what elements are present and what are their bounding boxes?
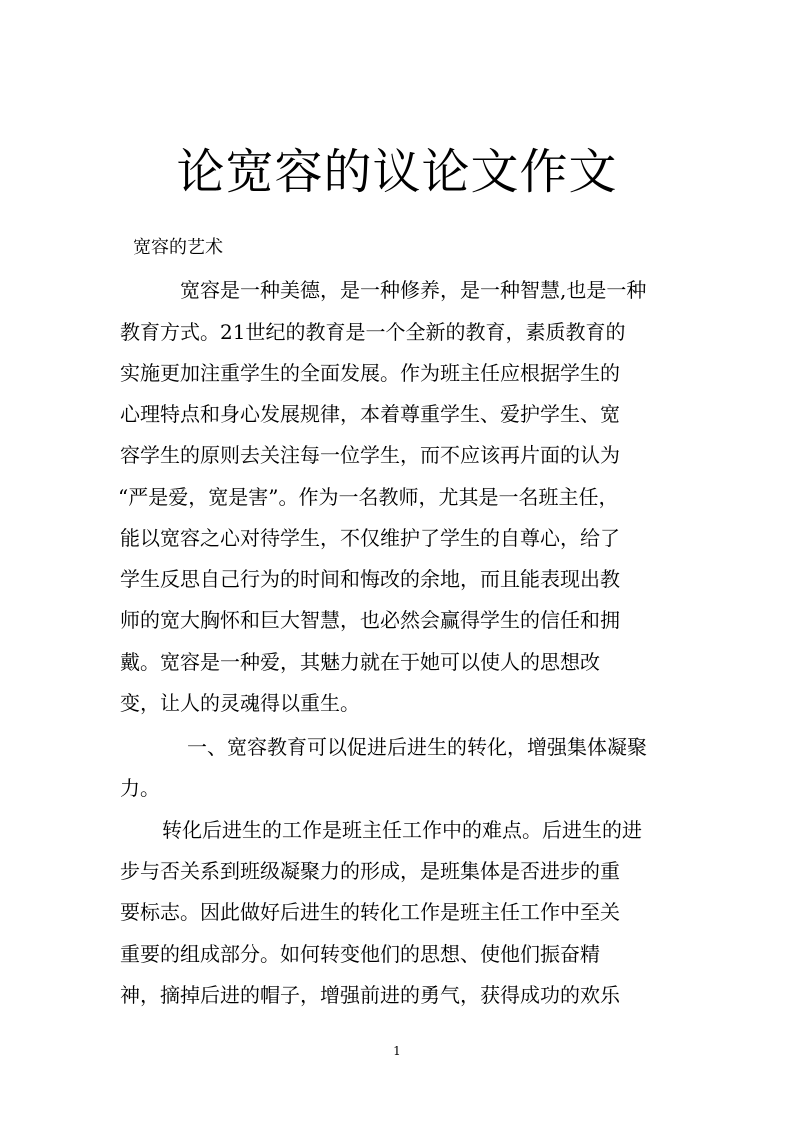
paragraph-line: “严是爱，宽是害”。作为一名教师，尤其是一名班主任， [118,485,619,509]
paragraph-line: 重要的组成部分。如何转变他们的思想、使他们振奋精 [120,942,600,966]
paragraph-line: 实施更加注重学生的全面发展。作为班主任应根据学生的 [120,361,620,385]
section-heading-line: 一、宽容教育可以促进后进生的转化，增强集体凝聚 [187,735,647,759]
paragraph-line: 变，让人的灵魂得以重生。 [120,691,360,715]
section-heading-line: 力。 [120,776,160,800]
paragraph-line: 要标志。因此做好后进生的转化工作是班主任工作中至关 [120,900,620,924]
document-subtitle: 宽容的艺术 [133,237,223,258]
page-number: 1 [393,1044,401,1058]
paragraph-line: 转化后进生的工作是班主任工作中的难点。后进生的进 [162,818,642,842]
paragraph-line: 学生反思自己行为的时间和悔改的余地，而且能表现出教 [120,567,620,591]
paragraph-line: 心理特点和身心发展规律，本着尊重学生、爱护学生、宽 [120,402,620,426]
paragraph-line: 容学生的原则去关注每一位学生，而不应该再片面的认为 [120,443,620,467]
paragraph-line: 步与否关系到班级凝聚力的形成，是班集体是否进步的重 [120,859,620,883]
paragraph-line: 宽容是一种美德，是一种修养，是一种智慧,也是一种 [180,278,647,302]
paragraph-line: 戴。宽容是一种爱，其魅力就在于她可以使人的思想改 [120,650,600,674]
paragraph-line: 能以宽容之心对待学生，不仅维护了学生的自尊心，给了 [120,526,620,550]
paragraph-line: 教育方式。21世纪的教育是一个全新的教育，素质教育的 [120,320,626,344]
paragraph-line: 师的宽大胸怀和巨大智慧，也必然会赢得学生的信任和拥 [120,608,620,632]
document-title: 论宽容的议论文作文 [176,144,618,200]
paragraph-line: 神，摘掉后进的帽子，增强前进的勇气，获得成功的欢乐 [120,983,620,1007]
